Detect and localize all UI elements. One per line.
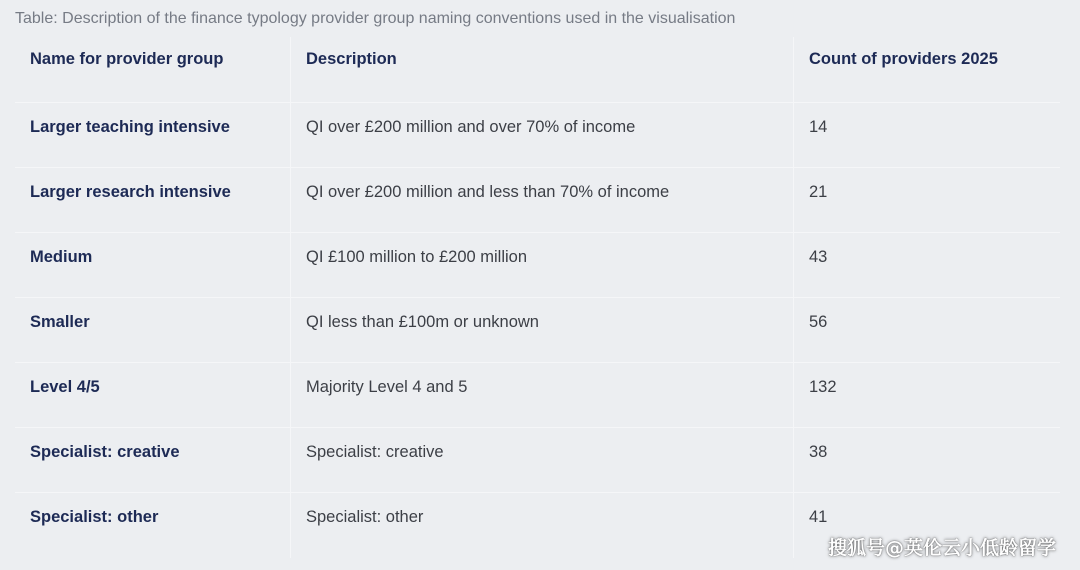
- header-count-of-providers: Count of providers 2025: [809, 50, 998, 68]
- provider-group-name: Level 4/5: [15, 363, 291, 427]
- provider-group-description: Majority Level 4 and 5: [291, 363, 794, 427]
- provider-group-description: Specialist: creative: [291, 428, 794, 492]
- provider-count: 14: [809, 118, 828, 136]
- provider-group-name: Larger research intensive: [15, 168, 291, 232]
- table-row: [15, 168, 1060, 233]
- table-caption: Table: Description of the finance typology provider group naming conventions used in the visualisation: [15, 10, 736, 27]
- provider-count: 56: [809, 313, 828, 331]
- header-description: Description: [291, 37, 794, 102]
- table-row: [15, 233, 1060, 298]
- provider-group-name: Smaller: [15, 298, 291, 362]
- provider-group-description: QI £100 million to £200 million: [291, 233, 794, 297]
- provider-group-name: Medium: [15, 233, 291, 297]
- provider-group-name: Larger teaching intensive: [15, 103, 291, 167]
- table-row: [15, 428, 1060, 493]
- provider-group-description: QI over £200 million and over 70% of income: [291, 103, 794, 167]
- provider-group-description: QI over £200 million and less than 70% of income: [291, 168, 794, 232]
- table-row: [15, 298, 1060, 363]
- table-row: [15, 103, 1060, 168]
- provider-count: 38: [809, 443, 828, 461]
- watermark-text: 搜狐号@英伦云小低龄留学: [827, 537, 1056, 559]
- provider-count: 41: [809, 508, 828, 526]
- provider-group-table: [15, 37, 1060, 558]
- provider-group-description: QI less than £100m or unknown: [291, 298, 794, 362]
- provider-group-name: Specialist: creative: [15, 428, 291, 492]
- provider-count: 43: [809, 248, 828, 266]
- provider-count: 21: [809, 183, 828, 201]
- provider-count: 132: [809, 378, 837, 396]
- header-name-for-provider-group: Name for provider group: [15, 37, 291, 102]
- provider-group-name: Specialist: other: [15, 493, 291, 558]
- table-header-row: [15, 37, 1060, 103]
- provider-group-description: Specialist: other: [291, 493, 794, 558]
- table-row: [15, 363, 1060, 428]
